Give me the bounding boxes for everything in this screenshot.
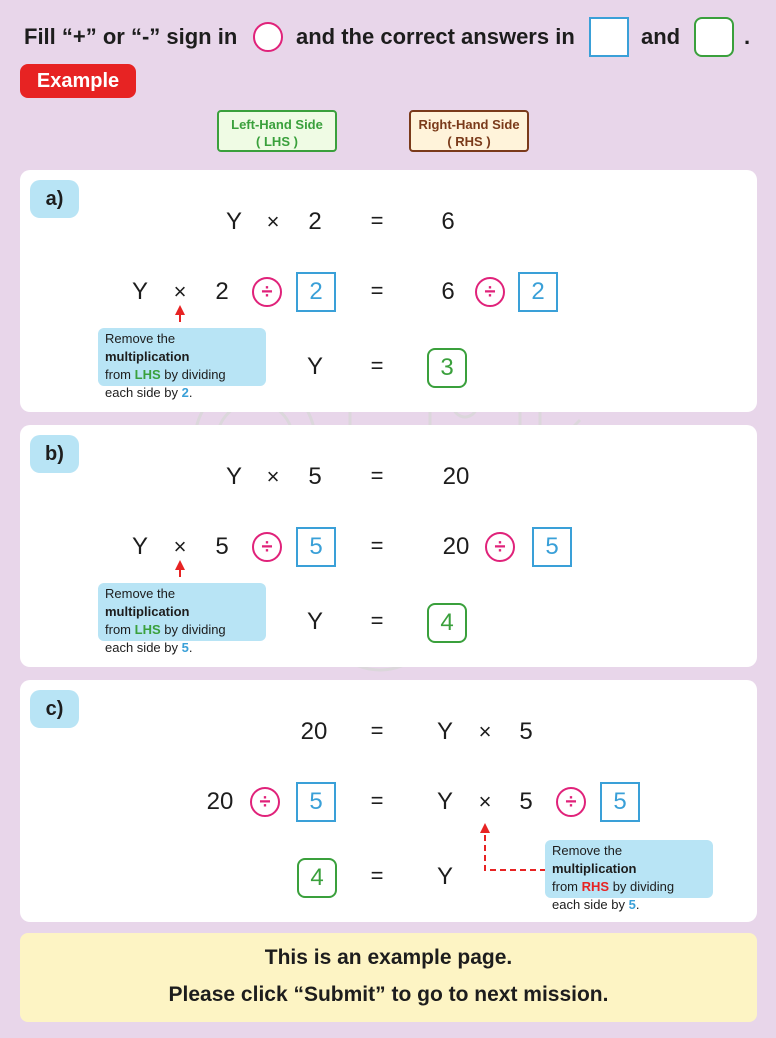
- rhs-divisor-box[interactable]: 2: [518, 272, 558, 312]
- lhs-coefficient: 2: [215, 278, 229, 305]
- card-tag: a): [30, 180, 79, 218]
- lhs-variable: Y: [131, 533, 148, 560]
- equals-sign: =: [370, 718, 384, 743]
- hint-note: Remove the multiplication from LHS by dividing each side by 5.: [98, 583, 266, 641]
- rhs-label-abbrev: ( RHS ): [447, 134, 491, 149]
- equals-sign: =: [370, 863, 384, 888]
- dashed-connector: [480, 830, 550, 875]
- lhs-divide-sign[interactable]: ÷: [250, 787, 280, 817]
- example-card-c: [20, 680, 757, 922]
- equals-sign: =: [370, 608, 384, 633]
- lhs-variable: Y: [306, 608, 323, 635]
- rhs-divide-sign[interactable]: ÷: [556, 787, 586, 817]
- lhs-coefficient: 5: [215, 533, 229, 560]
- rhs-variable: Y: [436, 863, 453, 890]
- rhs-coefficient: 5: [519, 718, 533, 745]
- answer-box[interactable]: 4: [427, 603, 467, 643]
- rhs-value: 20: [442, 533, 470, 560]
- rhs-divide-sign[interactable]: ÷: [475, 277, 505, 307]
- equals-sign: =: [370, 533, 384, 558]
- equals-sign: =: [370, 278, 384, 303]
- rhs-divisor-box[interactable]: 5: [532, 527, 572, 567]
- rhs-value: 6: [441, 278, 455, 305]
- sign-circle-legend-icon: [253, 22, 283, 52]
- times-sign: ×: [266, 464, 280, 489]
- arrow-stem: [179, 314, 181, 322]
- times-sign: ×: [478, 719, 492, 744]
- times-sign: ×: [173, 279, 187, 304]
- lhs-divisor-box[interactable]: 5: [296, 782, 336, 822]
- lhs-divisor-box[interactable]: 2: [296, 272, 336, 312]
- instruction-text-1: Fill “+” or “-” sign in: [24, 24, 238, 49]
- rhs-divisor-box[interactable]: 5: [600, 782, 640, 822]
- equals-sign: =: [370, 788, 384, 813]
- lhs-coefficient: 5: [308, 463, 322, 490]
- rhs-value: 20: [442, 463, 470, 490]
- rhs-variable: Y: [436, 718, 453, 745]
- hint-note: Remove the multiplication from RHS by dividing each side by 5.: [545, 840, 713, 898]
- instruction-text-3: and: [641, 24, 681, 49]
- example-badge: Example: [20, 64, 136, 98]
- rhs-variable: Y: [436, 788, 453, 815]
- lhs-variable: Y: [225, 208, 242, 235]
- rhs-label-title: Right-Hand Side: [418, 117, 520, 132]
- rhs-coefficient: 5: [519, 788, 533, 815]
- equals-sign: =: [370, 208, 384, 233]
- times-sign: ×: [266, 209, 280, 234]
- equals-sign: =: [370, 463, 384, 488]
- lhs-coefficient: 2: [308, 208, 322, 235]
- answer-box-legend-icon: [589, 17, 629, 57]
- example-card-b: [20, 425, 757, 667]
- instruction-bar: [0, 0, 776, 72]
- rhs-value: 6: [441, 208, 455, 235]
- footer-message: [20, 933, 757, 1022]
- footer-line-1: This is an example page.: [264, 946, 513, 969]
- lhs-divisor-box[interactable]: 5: [296, 527, 336, 567]
- answer-box[interactable]: 3: [427, 348, 467, 388]
- times-sign: ×: [173, 534, 187, 559]
- answer-box[interactable]: 4: [297, 858, 337, 898]
- final-answer-box-legend-icon: [694, 17, 734, 57]
- hint-note: Remove the multiplication from LHS by dividing each side by 2.: [98, 328, 266, 386]
- card-tag: b): [30, 435, 79, 473]
- lhs-label-title: Left-Hand Side: [231, 117, 323, 132]
- equals-sign: =: [370, 353, 384, 378]
- lhs-variable: Y: [225, 463, 242, 490]
- lhs-label: [217, 110, 337, 152]
- lhs-divide-sign[interactable]: ÷: [252, 532, 282, 562]
- lhs-value: 20: [206, 788, 234, 815]
- lhs-label-abbrev: ( LHS ): [256, 134, 298, 149]
- rhs-divide-sign[interactable]: ÷: [485, 532, 515, 562]
- example-card-a: [20, 170, 757, 412]
- lhs-variable: Y: [131, 278, 148, 305]
- rhs-label: [409, 110, 529, 152]
- card-tag: c): [30, 690, 79, 728]
- lhs-variable: Y: [306, 353, 323, 380]
- times-sign: ×: [478, 789, 492, 814]
- lhs-divide-sign[interactable]: ÷: [252, 277, 282, 307]
- arrow-stem: [179, 569, 181, 577]
- instruction-text-2: and the correct answers in: [296, 24, 575, 49]
- footer-line-2: Please click “Submit” to go to next mission.: [168, 983, 609, 1006]
- instruction-text-4: .: [744, 24, 751, 49]
- lhs-value: 20: [300, 718, 328, 745]
